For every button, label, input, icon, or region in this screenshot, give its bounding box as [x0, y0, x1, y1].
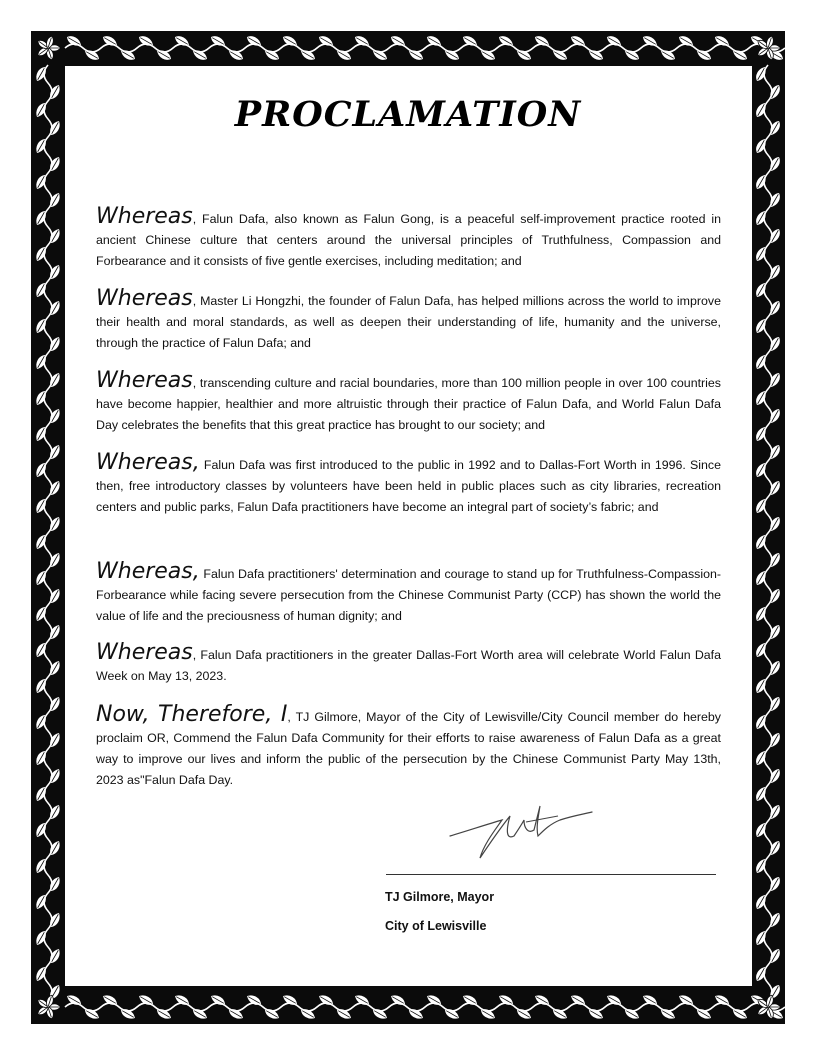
whereas-paragraph-1 — [96, 206, 721, 272]
paragraph-lead: Whereas, — [96, 450, 200, 475]
whereas-paragraph-5 — [96, 561, 721, 627]
vine-stem — [44, 65, 52, 1001]
paragraph-text: Falun Dafa practitioners' determination and courage to stand up for Truthfulness-Compassion-Forbearance while facing severe persecution from the Chinese Communist Party (CCP) has shown the world the value of life and the preciousness of human dignity; and — [96, 567, 721, 623]
whereas-paragraph-3 — [96, 370, 721, 436]
paragraph-text: , Falun Dafa, also known as Falun Gong, is a peaceful self-improvement practice rooted in ancient Chinese culture that centers around the universal principles of Truthfulness, Compassion and Forbearance and it consists of five gentle exercises, including meditation; and — [96, 212, 721, 268]
paragraph-lead: Whereas — [96, 286, 193, 311]
whereas-paragraph-2 — [96, 288, 721, 354]
paragraph-text: , transcending culture and racial boundaries, more than 100 million people in over 100 countries have become happier, healthier and more altruistic through their practice of Falun Dafa, and World Falun Dafa Day celebrates the benefits that this great practice has brought to our society; and — [96, 376, 721, 432]
whereas-paragraph-4 — [96, 452, 721, 518]
paragraph-lead: Whereas — [96, 640, 193, 665]
signer-city: City of Lewisville — [385, 919, 487, 933]
paragraph-text: , TJ Gilmore, Mayor of the City of Lewisville/City Council member do hereby proclaim OR, Commend the Falun Dafa Community for their efforts to raise awareness of Falun Dafa as a great way to improve our lives and inform the public of the persecution by the Chinese Communist Party May 13th, 2023 as"Falun Dafa Day. — [96, 710, 721, 787]
paragraph-text: , Master Li Hongzhi, the founder of Falun Dafa, has helped millions across the world to improve their health and moral standards, as well as deepen their understanding of life, humanity and the universe, through the practice of Falun Dafa; and — [96, 294, 721, 350]
paragraph-lead: Whereas, — [96, 559, 200, 584]
whereas-paragraph-6 — [96, 642, 721, 687]
paragraph-lead: Whereas — [96, 368, 193, 393]
signer-name: TJ Gilmore, Mayor — [385, 890, 495, 904]
paragraph-text: , Falun Dafa practitioners in the greater Dallas-Fort Worth area will celebrate World Falun Dafa Week on May 13, 2023. — [96, 648, 721, 683]
now-therefore-paragraph — [96, 704, 721, 791]
vine-stem — [764, 65, 772, 1001]
signature-line — [386, 874, 716, 875]
mayor-signature — [440, 800, 600, 870]
paragraph-lead: Now, Therefore, I — [96, 702, 288, 727]
paragraph-text: Falun Dafa was first introduced to the public in 1992 and to Dallas-Fort Worth in 1996. Since then, free introductory classes by volunteers have been held in public places such as city libraries, recreation centers and public parks, Falun Dafa practitioners have become an integral part of society’s fabric; and — [96, 458, 721, 514]
page-title: PROCLAMATION — [234, 94, 582, 135]
vine-stem — [65, 44, 785, 52]
paragraph-lead: Whereas — [96, 204, 193, 229]
vine-stem — [65, 1003, 785, 1011]
